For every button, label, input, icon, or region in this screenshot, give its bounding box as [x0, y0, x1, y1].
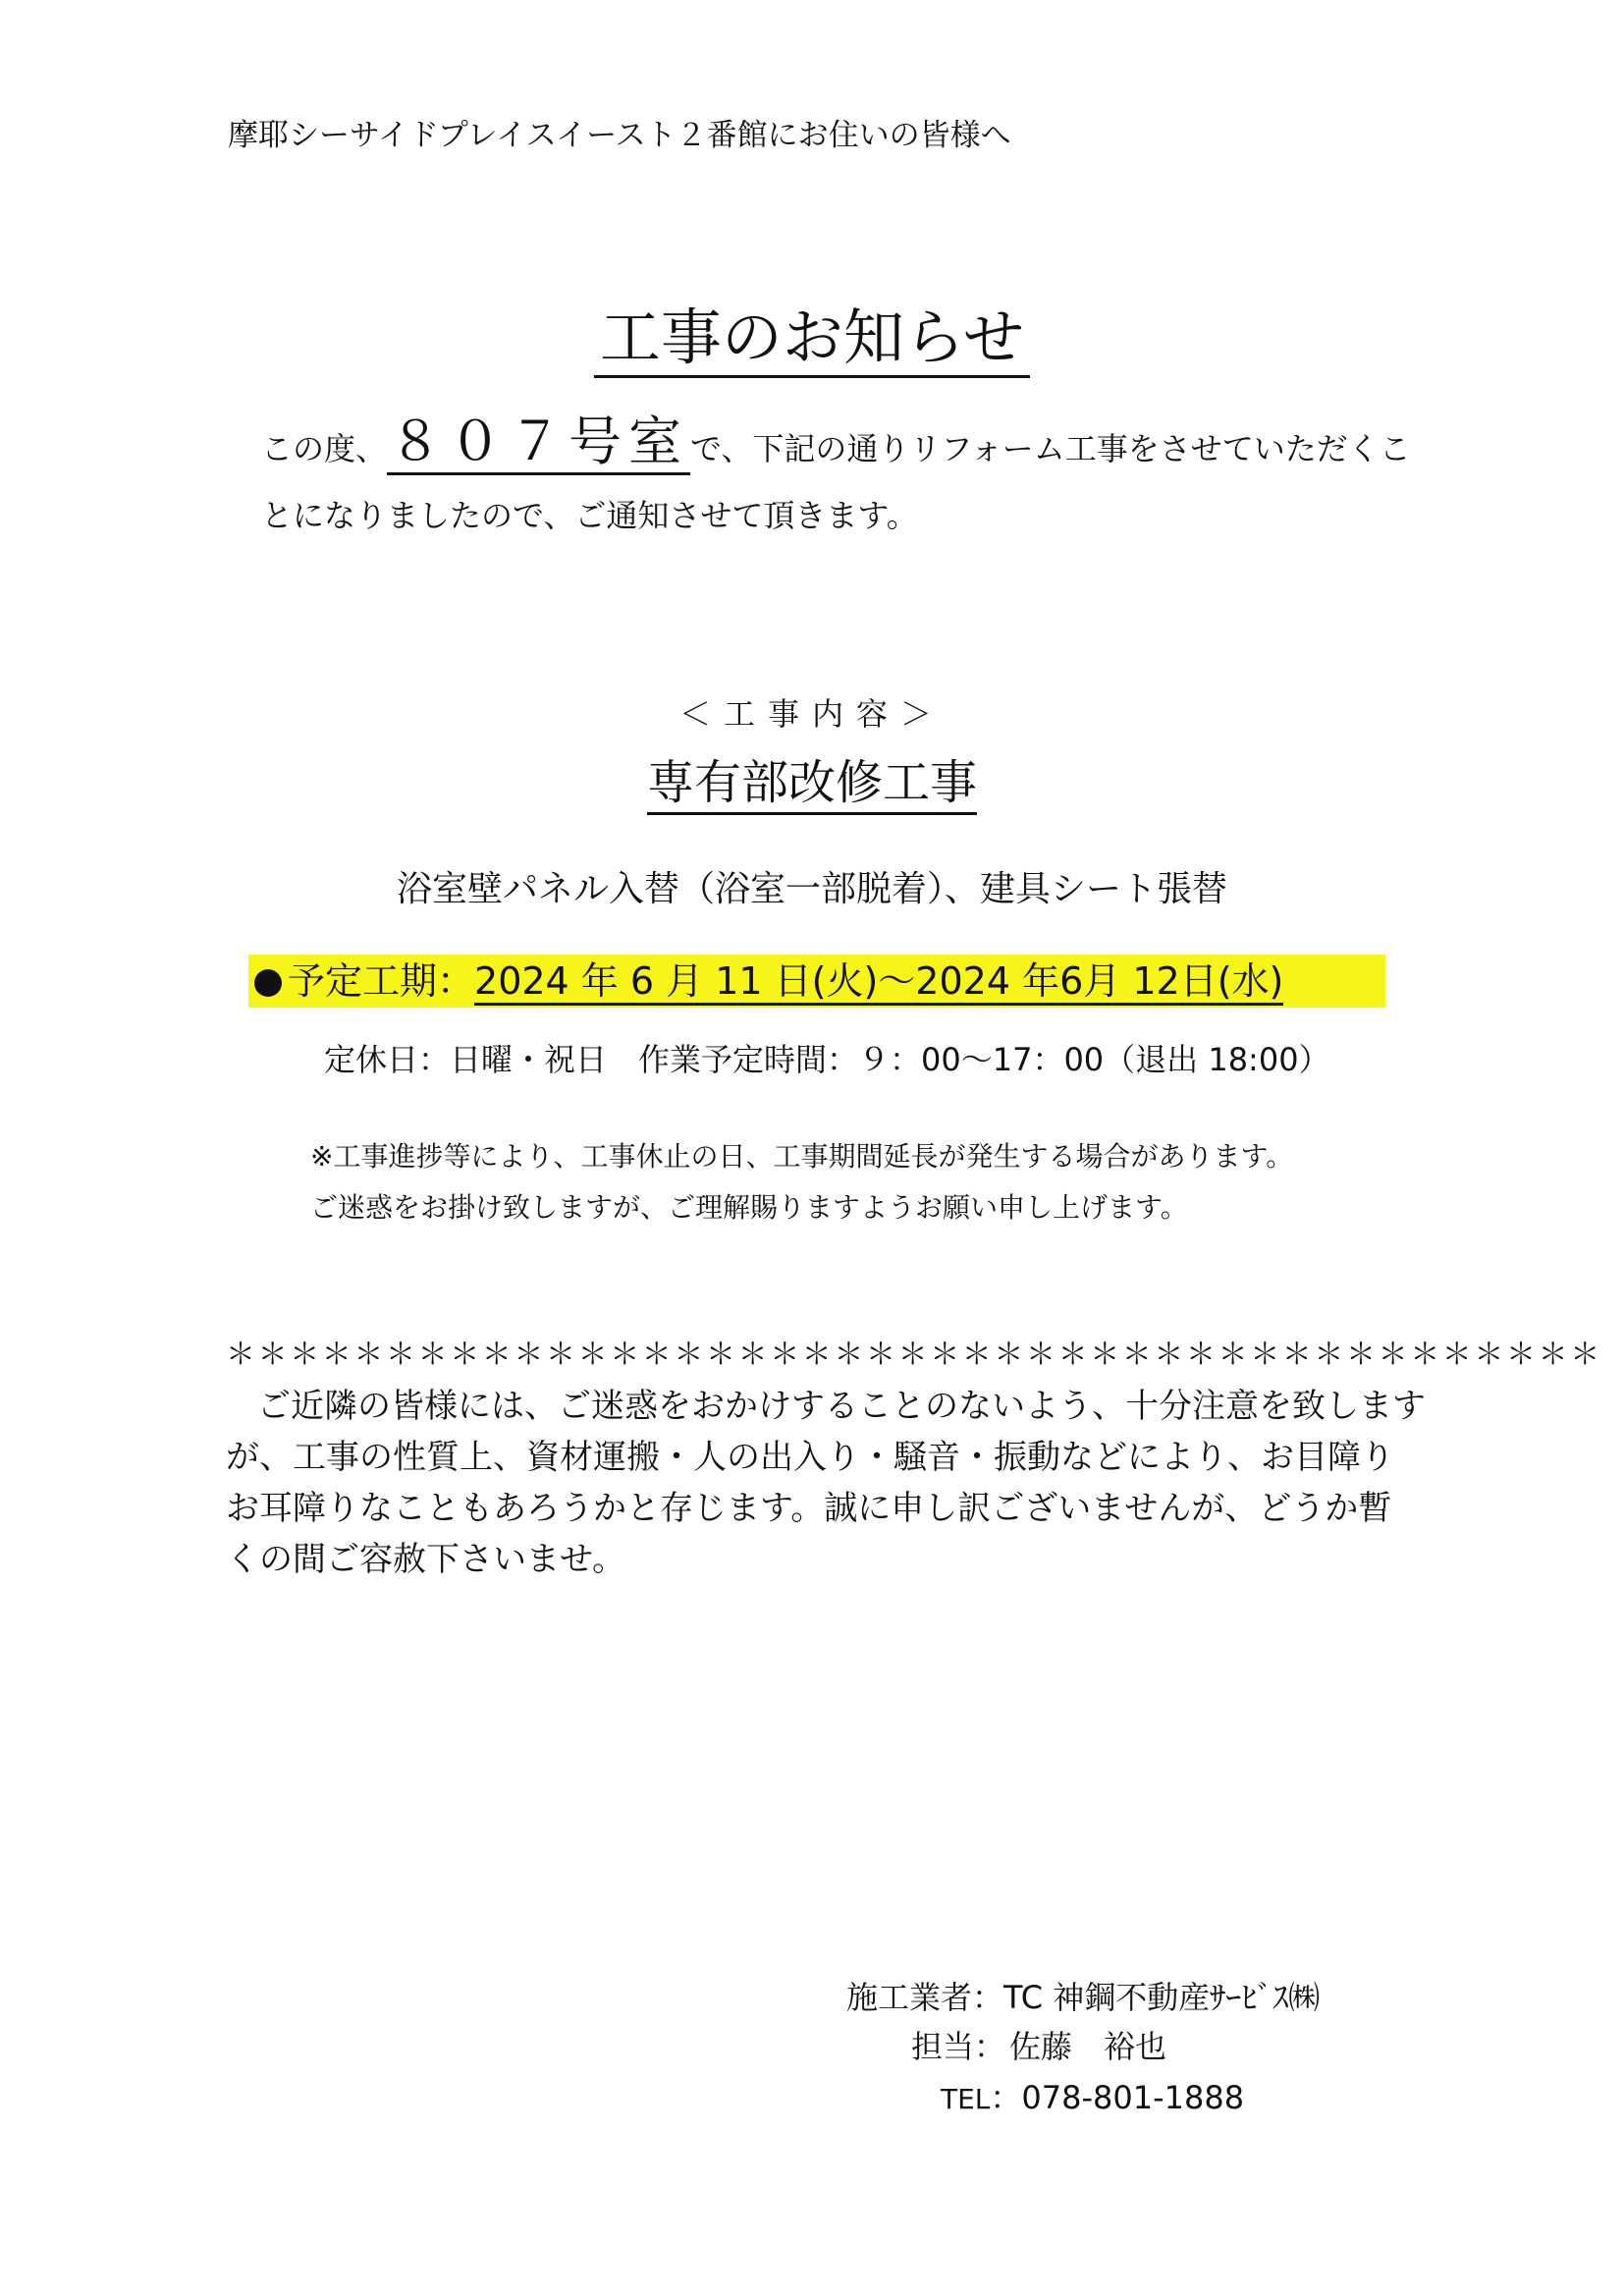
section-heading: ＜工事内容＞ — [678, 695, 945, 733]
contact-label: 担当： — [911, 2028, 1006, 2065]
intro-suffix: で、下記の通りリフォーム工事をさせていただくこ — [690, 430, 1411, 467]
asterisk-separator: ＊＊＊＊＊＊＊＊＊＊＊＊＊＊＊＊＊＊＊＊＊＊＊＊＊＊＊＊＊＊＊＊＊＊＊＊＊＊＊＊＊＊＊ — [226, 1338, 1602, 1372]
bullet-icon — [254, 969, 282, 997]
contact-family-name: 佐藤 — [1009, 2028, 1073, 2065]
schedule-label: 予定工期： — [288, 959, 475, 1003]
phone-separator: ： — [990, 2079, 1022, 2116]
work-title — [0, 752, 1624, 813]
schedule-dates: 2024 年 6 月 11 日(火)～2024 年6月 12日(水) — [474, 959, 1283, 1006]
document-title-text: 工事のお知らせ — [594, 301, 1030, 378]
room-number: ８０７号室 — [387, 410, 690, 475]
phone-number: 078-801-1888 — [1021, 2079, 1245, 2116]
notice-line-2: ご迷惑をお掛け致しますが、ご理解賜りますようお願い申し上げます。 — [310, 1191, 1188, 1224]
contractor — [846, 1973, 1320, 2018]
phone-label: TEL — [941, 2083, 991, 2115]
contractor-label: 施工業者： — [846, 1979, 1004, 2016]
work-title-text: 専有部改修工事 — [647, 755, 977, 815]
notice-line-1: ※工事進捗等により、工事休止の日、工事期間延長が発生する場合があります。 — [310, 1140, 1294, 1173]
schedule-highlight — [248, 955, 1385, 1008]
paragraph-line-4: くの間ご容赦下さいませ。 — [226, 1540, 625, 1579]
paragraph-line-2: が、工事の性質上、資材運搬・人の出入り・騒音・振動などにより、お目障り — [226, 1438, 1394, 1477]
working-hours: 定休日：日曜・祝日 作業予定時間：９：00～17：00（退出 18:00） — [324, 1041, 1330, 1078]
contact-given-name: 裕也 — [1104, 2028, 1167, 2065]
intro-line-2: とになりましたので、ご通知させて頂きます。 — [261, 497, 918, 534]
paragraph-line-3: お耳障りなこともあろうかと存じます。誠に申し訳ございませんが、どうか暫 — [226, 1489, 1392, 1528]
addressee: 摩耶シーサイドプレイスイースト２番館にお住いの皆様へ — [228, 118, 1011, 153]
intro-line-1 — [261, 410, 1411, 480]
contractor-name: TC 神鋼不動産ｻｰﾋﾞｽ㈱ — [1003, 1979, 1321, 2016]
intro-prefix: この度、 — [261, 430, 388, 467]
paragraph-line-1: ご近隣の皆様には、ご迷惑をおかけすることのないよう、十分注意を致します — [257, 1387, 1426, 1426]
document-title — [0, 301, 1624, 375]
contact-person — [911, 2022, 1166, 2067]
work-detail: 浴室壁パネル入替（浴室一部脱着）、建具シート張替 — [396, 869, 1227, 909]
phone — [941, 2073, 1244, 2118]
